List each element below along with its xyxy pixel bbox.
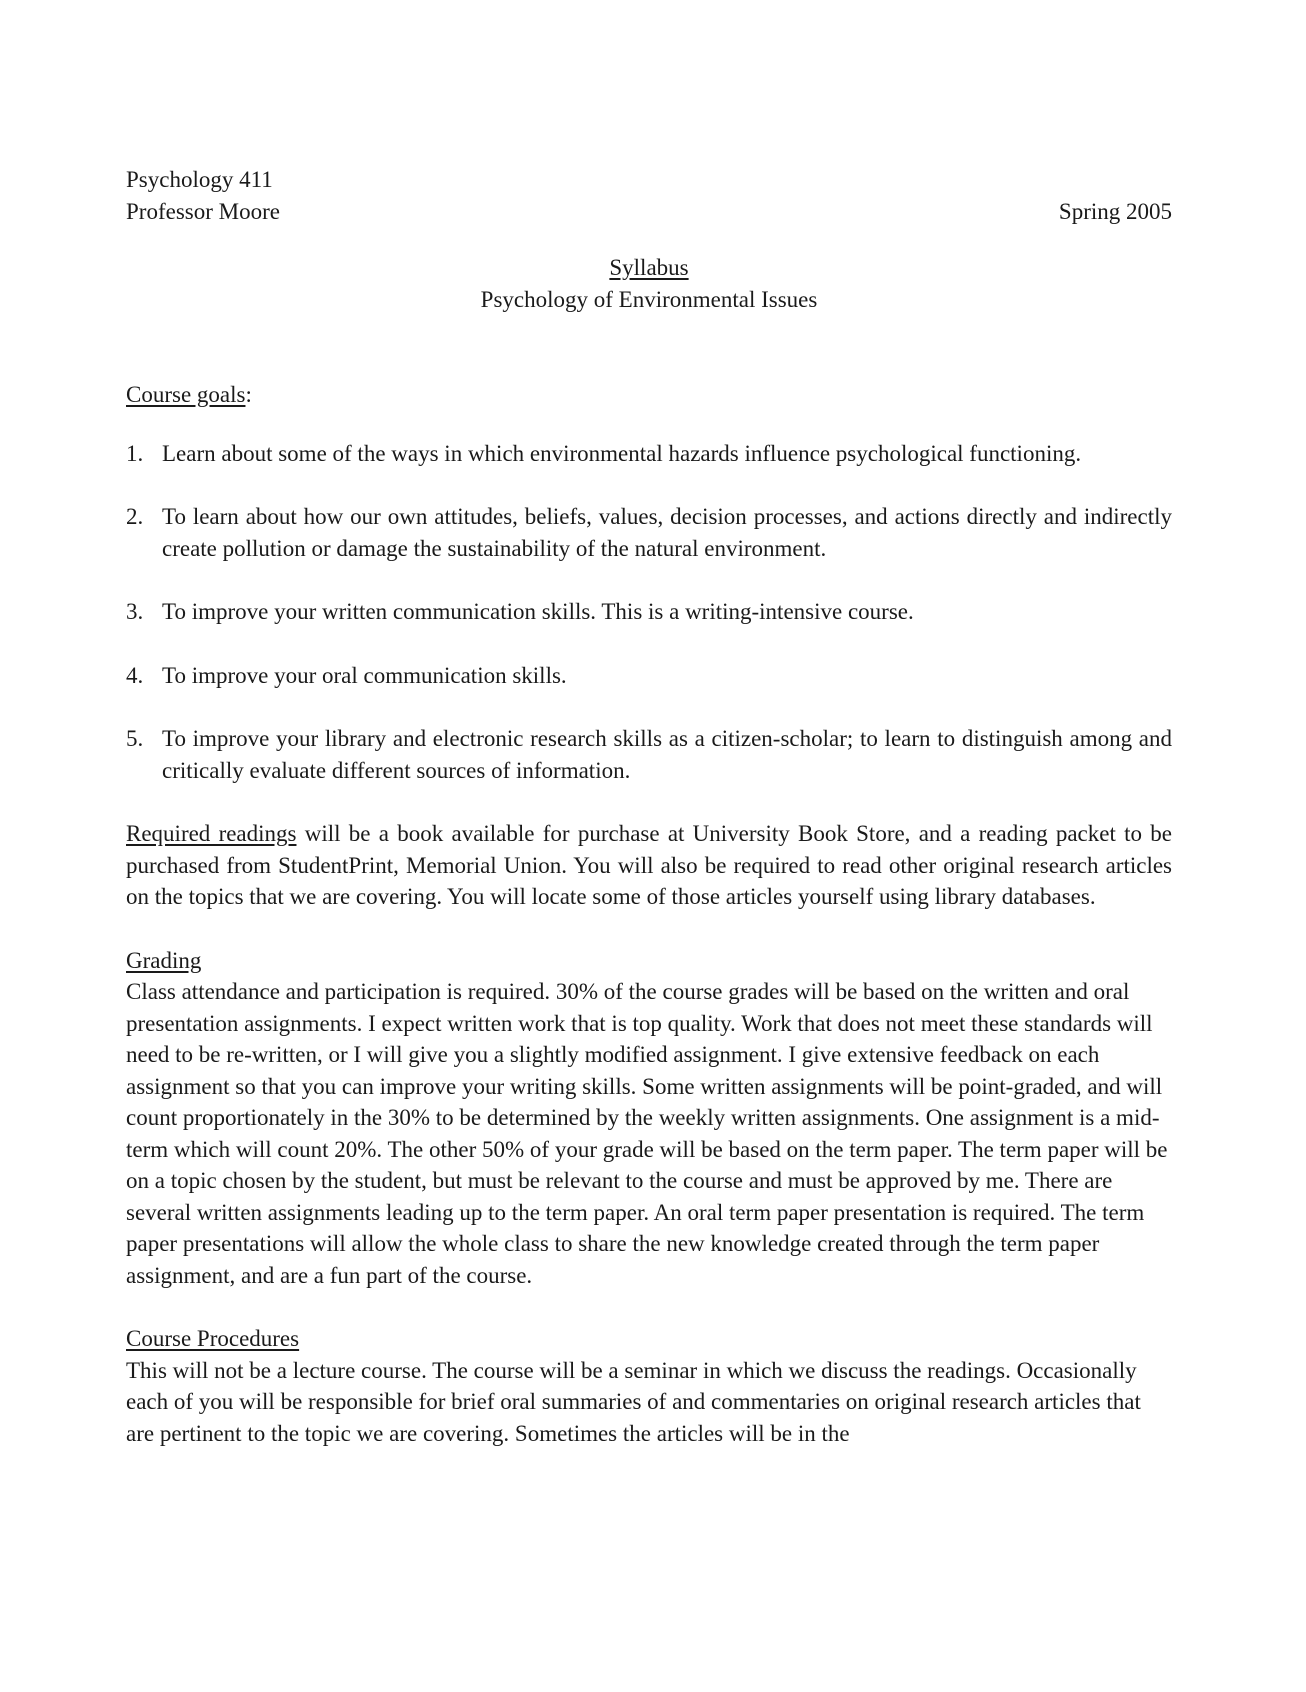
goal-number: 5. xyxy=(126,726,144,751)
goal-number: 3. xyxy=(126,599,144,624)
syllabus-heading: Syllabus xyxy=(609,255,689,280)
goals-list xyxy=(126,438,1172,787)
required-readings-paragraph xyxy=(126,818,1172,913)
goal-item xyxy=(126,501,1172,564)
goal-text: To learn about how our own attitudes, beliefs, values, decision processes, and actions directly and indirectly create pollution or damage the sustainability of the natural environment. xyxy=(162,504,1172,561)
goal-item xyxy=(126,438,1172,470)
procedures-heading: Course Procedures xyxy=(126,1326,300,1351)
required-readings-label: Required readings xyxy=(126,821,297,846)
goal-item xyxy=(126,596,1172,628)
goal-item xyxy=(126,723,1172,786)
goal-number: 4. xyxy=(126,662,144,688)
course-title: Psychology of Environmental Issues xyxy=(480,286,818,312)
goal-text: To improve your written communication skills. This is a writing-intensive course. xyxy=(162,599,914,624)
grading-text: Class attendance and participation is required. 30% of the course grades will be based on the written and oral presentation assignments. I expect written work that is top quality. Work that does not meet these standards will need to be re-written, or I will give you a slightly modified assignment. I give extensive feedback on each assignment so that you can improve your writing skills. Some written assignments will be point-graded, and will count proportionately in the 30% to be determined by the weekly written assignments. One assignment is a mid-term which will count 20%. The other 50% of your grade will be based on the term paper. The term paper will be on a topic chosen by the student, but must be relevant to the course and must be approved by me. There are several written assignments leading up to the term paper. An oral term paper presentation is required. The term paper presentations will allow the whole class to share the new knowledge created through the term paper assignment, and are a fun part of the course. xyxy=(126,979,1168,1288)
procedures-section xyxy=(126,1323,1172,1449)
grading-section xyxy=(126,945,1172,1292)
goals-heading: Course goals: xyxy=(126,382,252,407)
goal-item xyxy=(126,660,1172,692)
title-block xyxy=(126,252,1172,315)
grading-heading: Grading xyxy=(126,947,202,973)
goal-number: 1. xyxy=(126,440,144,466)
required-readings-text: will be a book available for purchase at University Book Store, and a reading packet to be purchased from StudentPrint, Memorial Union. You will also be required to read other original research articles on the topics that we are covering. You will locate some of those articles yourself using library databases. xyxy=(126,821,1172,909)
goal-number: 2. xyxy=(126,504,144,529)
goal-text: To improve your oral communication skills. xyxy=(162,662,567,688)
syllabus-page xyxy=(126,164,1172,1449)
professor-name: Professor Moore xyxy=(126,198,280,224)
goal-text: Learn about some of the ways in which environmental hazards influence psychological functioning. xyxy=(162,440,1082,466)
header-row xyxy=(126,196,1172,228)
term: Spring 2005 xyxy=(1058,198,1172,224)
goal-text: To improve your library and electronic research skills as a citizen-scholar; to learn to distinguish among and critically evaluate different sources of information. xyxy=(162,726,1172,783)
procedures-text: This will not be a lecture course. The course will be a seminar in which we discuss the readings. Occasionally each of you will be responsible for brief oral summaries of and commentaries on original research articles that are pertinent to the topic we are covering. Sometimes the articles will be in the xyxy=(126,1357,1141,1446)
course-number: Psychology 411 xyxy=(126,167,273,192)
